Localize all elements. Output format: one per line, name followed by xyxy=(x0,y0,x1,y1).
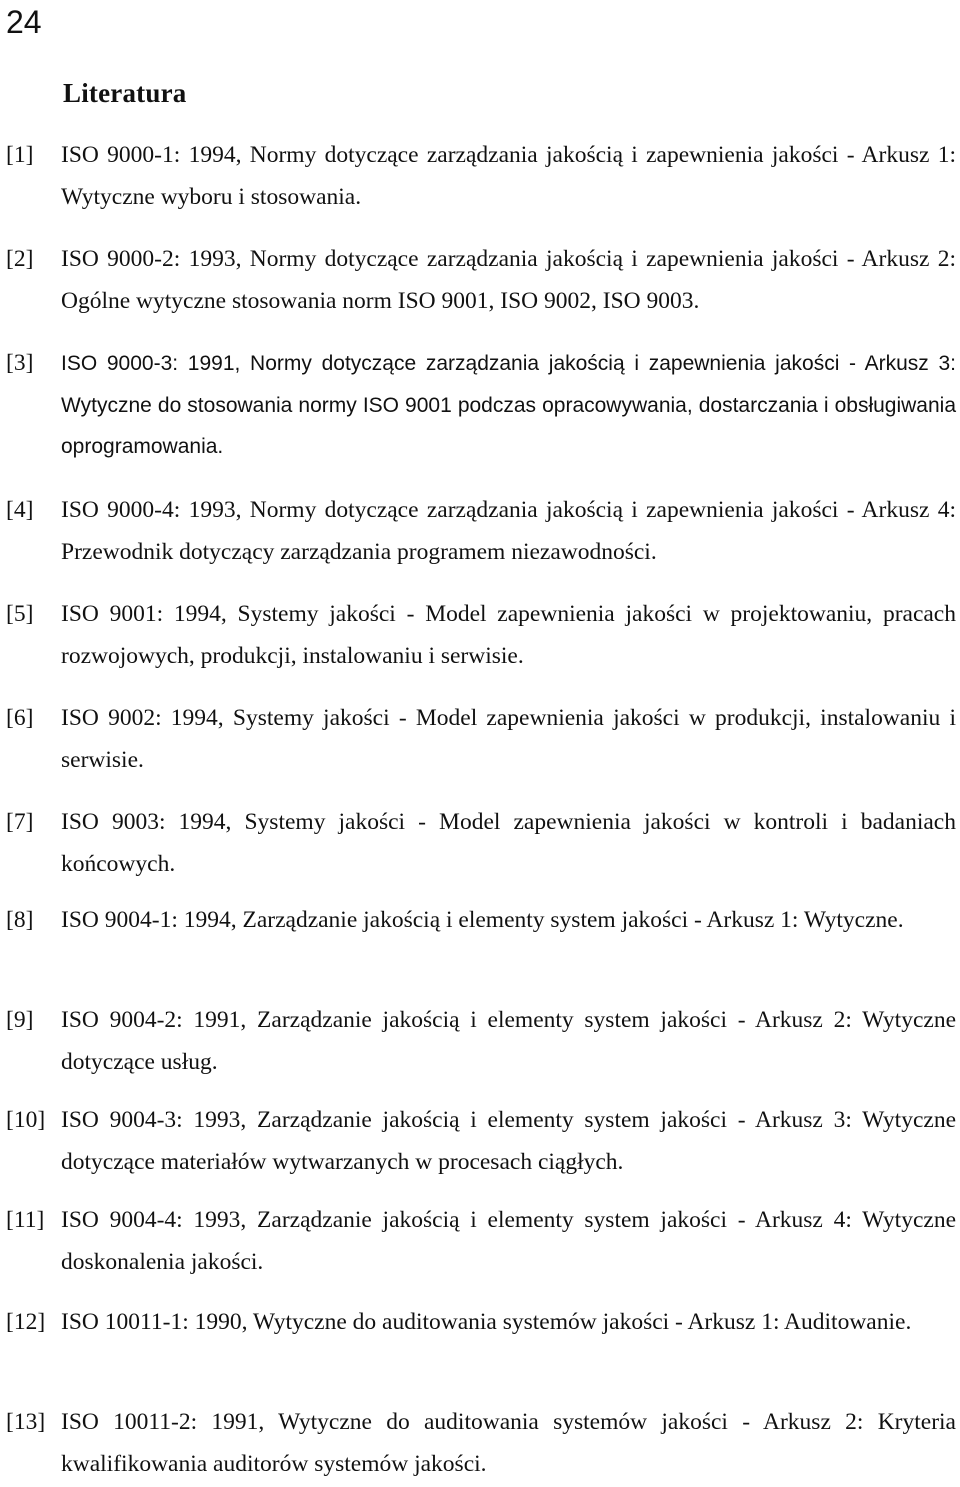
reference-text: ISO 9004-1: 1994, Zarządzanie jakością i elementy system jakości - Arkusz 1: Wytyczne. xyxy=(61,907,904,933)
section-heading: Literatura xyxy=(63,78,187,108)
reference-text: ISO 10011-2: 1991, Wytyczne do auditowania systemów jakości - Arkusz 2: Kryteria kwalifikowania auditorów systemów jakości. xyxy=(61,1409,956,1477)
reference-text: ISO 9001: 1994, Systemy jakości - Model zapewnienia jakości w projektowaniu, pracach rozwojowych, produkcji, instalowaniu i serwisie. xyxy=(61,601,956,669)
reference-number: [12] xyxy=(6,1309,46,1335)
reference-text: ISO 9000-4: 1993, Normy dotyczące zarządzania jakością i zapewnienia jakości - Arkusz 4: Przewodnik dotyczący zarządzania programem niezawodności. xyxy=(61,497,956,565)
reference-text: ISO 10011-1: 1990, Wytyczne do auditowania systemów jakości - Arkusz 1: Auditowanie. xyxy=(61,1309,912,1335)
reference-text: ISO 9000-2: 1993, Normy dotyczące zarządzania jakością i zapewnienia jakości - Arkusz 2: Ogólne wytyczne stosowania norm ISO 9001, ISO 9002, ISO 9003. xyxy=(61,246,956,314)
page-number: 24 xyxy=(6,4,42,40)
reference-number: [5] xyxy=(6,601,34,627)
reference-number: [10] xyxy=(6,1107,46,1133)
reference-number: [11] xyxy=(6,1207,45,1233)
reference-number: [9] xyxy=(6,1007,34,1033)
reference-text: ISO 9003: 1994, Systemy jakości - Model zapewnienia jakości w kontroli i badaniach końcowych. xyxy=(61,809,956,877)
reference-number: [8] xyxy=(6,907,34,933)
reference-text: ISO 9004-3: 1993, Zarządzanie jakością i elementy system jakości - Arkusz 3: Wytyczne dotyczące materiałów wytwarzanych w procesach ciągłych. xyxy=(61,1107,956,1175)
reference-text: ISO 9002: 1994, Systemy jakości - Model zapewnienia jakości w produkcji, instalowaniu i serwisie. xyxy=(61,705,956,773)
reference-number: [2] xyxy=(6,246,34,272)
reference-text: ISO 9004-4: 1993, Zarządzanie jakością i elementy system jakości - Arkusz 4: Wytyczne doskonalenia jakości. xyxy=(61,1207,956,1275)
reference-text: ISO 9000-1: 1994, Normy dotyczące zarządzania jakością i zapewnienia jakości - Arkusz 1: Wytyczne wyboru i stosowania. xyxy=(61,142,956,210)
reference-number: [4] xyxy=(6,497,34,523)
reference-number: [7] xyxy=(6,809,34,835)
reference-number: [13] xyxy=(6,1409,46,1435)
reference-number: [3] xyxy=(6,350,34,376)
reference-text: ISO 9004-2: 1991, Zarządzanie jakością i elementy system jakości - Arkusz 2: Wytyczne dotyczące usług. xyxy=(61,1007,956,1075)
reference-text: ISO 9000-3: 1991, Normy dotyczące zarządzania jakością i zapewnienia jakości - Arkusz 3: Wytyczne do stosowania normy ISO 9001 podczas opracowywania, dostarczania i obsługiwania oprogramowania. xyxy=(61,352,956,458)
reference-number: [6] xyxy=(6,705,34,731)
reference-number: [1] xyxy=(6,142,34,168)
